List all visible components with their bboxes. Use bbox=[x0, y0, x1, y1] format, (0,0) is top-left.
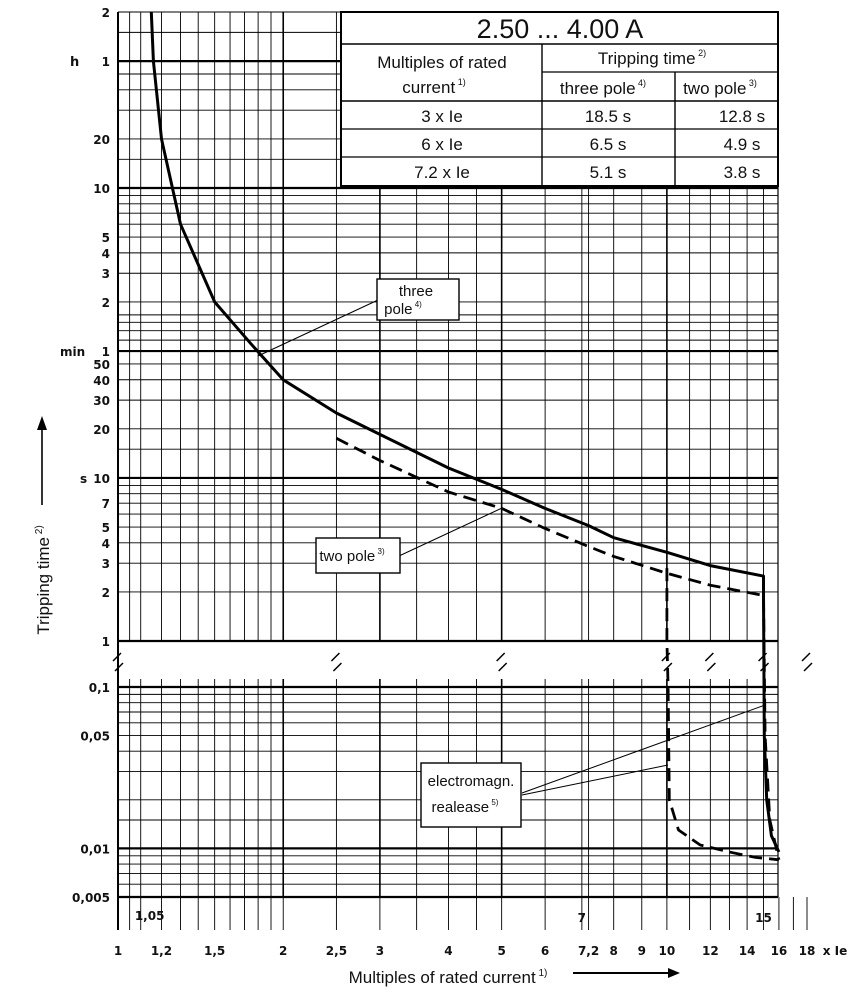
x-unit-label: x Ie bbox=[822, 944, 848, 958]
x-tick-label: 7 bbox=[577, 911, 587, 925]
table-cell-three-pole: 6.5 s bbox=[589, 135, 627, 154]
y-tick-label: 1 bbox=[101, 55, 110, 70]
table-col1-header-line2: current $^{1)}$ bbox=[402, 77, 466, 97]
y-tick-label: 4 bbox=[101, 536, 110, 551]
table-cell-two-pole: 12.8 s bbox=[718, 107, 766, 126]
y-tick-label: 10 bbox=[93, 181, 110, 196]
y-tick-label: 1 bbox=[101, 345, 110, 360]
table-cell-multiple: 3 x Ie bbox=[421, 107, 463, 126]
x-tick-label: 14 bbox=[738, 944, 756, 958]
x-tick-label: 6 bbox=[540, 944, 550, 958]
x-tick-label: 1,2 bbox=[150, 944, 173, 958]
y-tick-label: 50 bbox=[93, 357, 110, 372]
y-tick-label: 0,01 bbox=[80, 842, 110, 857]
y-unit-label-h: h bbox=[70, 55, 80, 71]
table-cell-three-pole: 5.1 s bbox=[589, 163, 627, 182]
x-axis-title: Multiples of rated current $^{1)}$ bbox=[348, 968, 548, 987]
x-tick-label: 3 bbox=[375, 944, 385, 958]
table-cell-multiple: 6 x Ie bbox=[421, 135, 463, 154]
y-tick-label: 2 bbox=[101, 585, 110, 600]
y-tick-label: 30 bbox=[93, 394, 110, 409]
table-cell-three-pole: 18.5 s bbox=[584, 107, 632, 126]
y-tick-label: 20 bbox=[93, 132, 110, 147]
x-tick-label: 12 bbox=[701, 944, 719, 958]
y-axis-title: Tripping time $^{2)}$ bbox=[34, 525, 53, 635]
table-cell-two-pole: 4.9 s bbox=[723, 135, 761, 154]
callout-two-pole-label: two pole $^{3)}$ bbox=[319, 547, 385, 565]
y-tick-label: 40 bbox=[93, 373, 110, 388]
y-tick-label: 2 bbox=[101, 6, 110, 20]
table-group-header: Tripping time $^{2)}$ bbox=[597, 48, 707, 68]
x-tick-label: 8 bbox=[609, 944, 618, 958]
x-tick-label: 1 bbox=[113, 944, 123, 958]
y-tick-label: 5 bbox=[101, 231, 110, 246]
x-tick-label: 18 bbox=[798, 944, 816, 958]
table-cell-multiple: 7.2 x Ie bbox=[414, 163, 470, 182]
x-tick-label: 7,2 bbox=[577, 944, 600, 958]
y-tick-label: 1 bbox=[101, 635, 110, 649]
callout-three-pole-line1: three bbox=[398, 283, 434, 300]
y-tick-label: 5 bbox=[101, 521, 110, 536]
table-col1-header-line1: Multiples of rated bbox=[377, 53, 507, 72]
x-tick-label: 16 bbox=[770, 944, 788, 958]
x-tick-label: 15 bbox=[755, 911, 772, 925]
table-col2-header: three pole $^{4)}$ bbox=[559, 78, 647, 98]
x-tick-label: 2 bbox=[279, 944, 288, 958]
table-title: 2.50 ... 4.00 A bbox=[476, 14, 644, 44]
x-tick-label: 9 bbox=[637, 944, 646, 958]
y-tick-label: 0,1 bbox=[88, 681, 110, 695]
x-tick-label: 1,5 bbox=[204, 944, 226, 958]
y-tick-label: 4 bbox=[101, 246, 110, 261]
y-tick-label: 0,005 bbox=[72, 891, 110, 905]
callout-electromagn-line2: realease $^{5)}$ bbox=[431, 798, 499, 816]
callout-electromagn-line1: electromagn. bbox=[427, 773, 515, 790]
table-cell-two-pole: 3.8 s bbox=[723, 163, 761, 182]
y-unit-label-min: min bbox=[60, 345, 86, 360]
y-tick-label: 20 bbox=[93, 422, 110, 437]
y-tick-label: 3 bbox=[101, 557, 110, 572]
tripping-time-table bbox=[341, 12, 778, 186]
x-tick-label: 10 bbox=[658, 944, 676, 958]
y-tick-label: 2 bbox=[101, 295, 110, 310]
x-tick-label: 5 bbox=[497, 944, 506, 958]
callout-three-pole-line2: pole $^{4)}$ bbox=[384, 300, 422, 318]
table-col3-header: two pole $^{3)}$ bbox=[683, 78, 757, 98]
x-tick-label: 1,05 bbox=[134, 909, 165, 923]
y-tick-label: 3 bbox=[101, 267, 110, 282]
y-tick-label: 10 bbox=[93, 471, 110, 486]
y-unit-label-s: s bbox=[80, 471, 88, 486]
y-tick-label: 7 bbox=[101, 497, 110, 512]
x-tick-label: 4 bbox=[444, 944, 453, 958]
x-tick-label: 2,5 bbox=[325, 944, 348, 958]
y-tick-label: 0,05 bbox=[80, 729, 110, 744]
